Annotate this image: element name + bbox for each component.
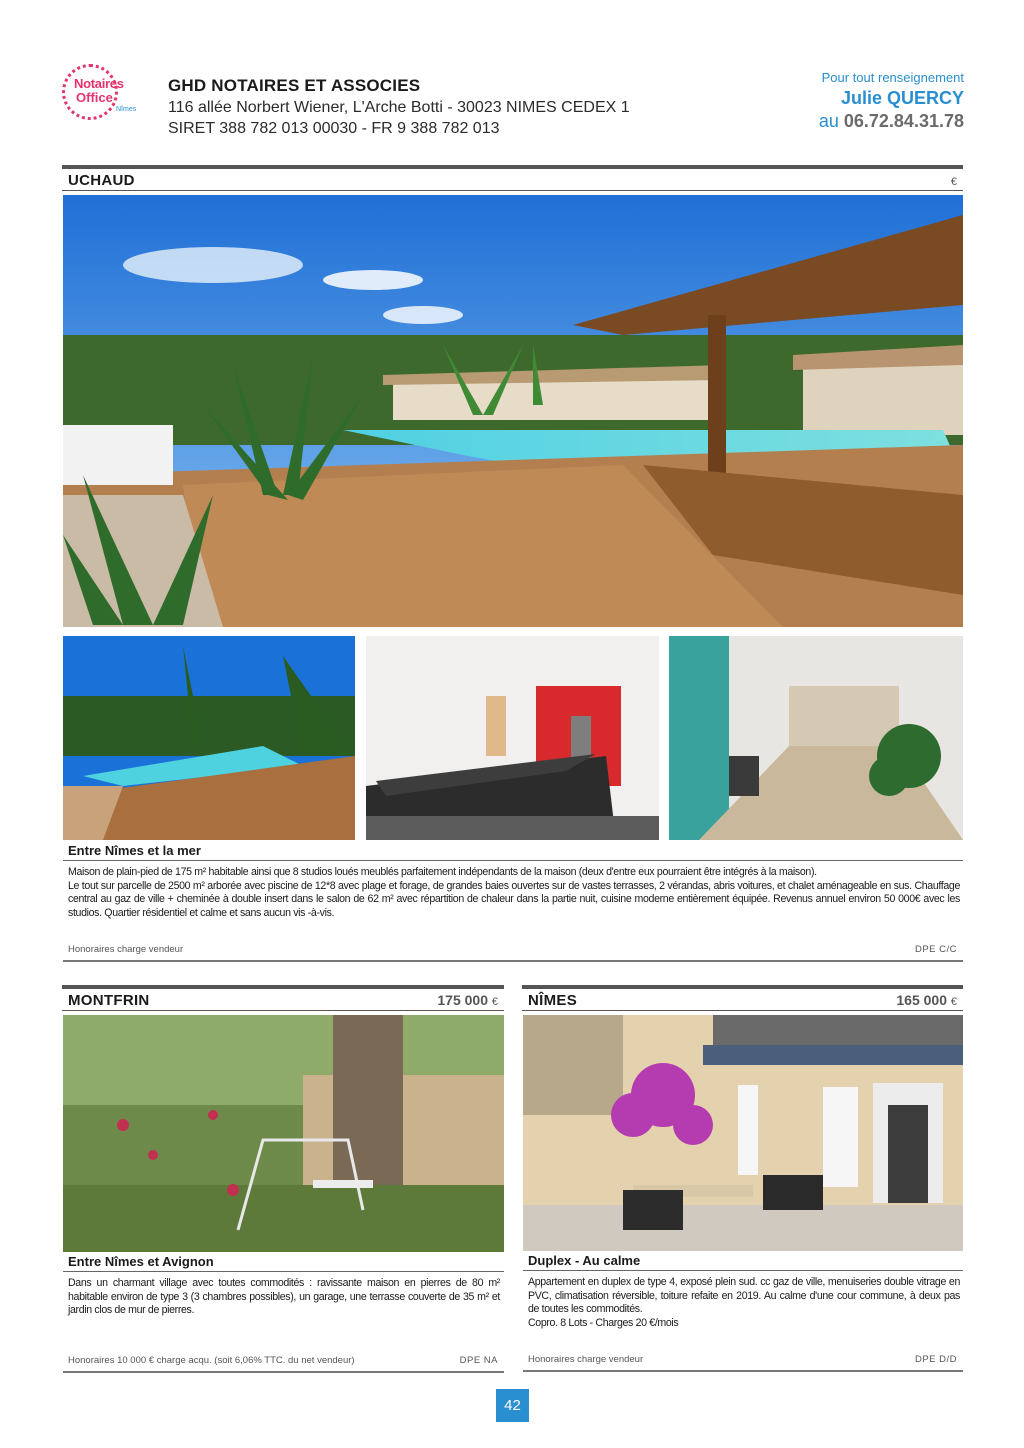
agency-block	[168, 76, 630, 138]
description-paragraph: Appartement en duplex de type 4, exposé plein sud. cc gaz de ville, menuiseries double vitrage en PVC, climatisation réversible, toiture refaite en 2019. Au calme d'une cour commune, à deux pas de toutes les commodités.	[528, 1276, 960, 1315]
listing-nimes-header	[522, 985, 963, 1011]
uchaud-photo-pool-deck	[63, 636, 355, 840]
notaires-office-logo	[62, 64, 142, 120]
listing-footer	[63, 944, 963, 962]
contact-prefix: au	[818, 111, 839, 131]
uchaud-photo-kitchen	[366, 636, 659, 840]
listing-footer	[63, 1355, 504, 1373]
uchaud-photo-living-room	[669, 636, 963, 840]
contact-name: Julie QUERCY	[840, 88, 964, 108]
listing-fees: Honoraires 10 000 € charge acqu. (soit 6,06% TTC. du net vendeur)	[68, 1355, 355, 1366]
listing-subtitle: Entre Nîmes et la mer	[63, 843, 963, 861]
nimes-photo-courtyard	[523, 1015, 963, 1251]
contact-phone: 06.72.84.31.78	[843, 111, 964, 131]
listing-city: MONTFRIN	[68, 992, 150, 1009]
listing-price	[896, 992, 957, 1008]
listing-dpe: DPE C/C	[914, 944, 957, 955]
montfrin-photo-garden	[63, 1015, 504, 1252]
contact-phone-line	[819, 111, 964, 132]
price-value: 165 000	[896, 992, 947, 1008]
listing-price	[437, 992, 498, 1008]
description-paragraph: Copro. 8 Lots - Charges 20 €/mois	[528, 1316, 679, 1329]
description-paragraph: Le tout sur parcelle de 2500 m² arborée avec piscine de 12*8 avec plage et forage, de grandes baies ouvertes sur de vastes terrasses, 2 vérandas, abris voitures, et chalet aménageable en sus. Chauffage central au gaz de ville + cheminée à double insert dans le salon de 62 m² avec répartition de chaleur dans la partie nuit, cuisine moderne entièrement équipée. Revenus annuel environ 50 000€ avec les studios. Quartier résidentiel et calme et sans aucun vis -à-vis.	[68, 879, 960, 919]
description-paragraph: Maison de plain-pied de 175 m² habitable ainsi que 8 studios loués meublés parfaitement indépendants de la maison (deux d'entre eux pourraient être intégrés à la maison).	[68, 866, 817, 878]
listing-fees: Honoraires charge vendeur	[68, 944, 184, 955]
listing-description	[68, 866, 960, 920]
logo-line-1: Notaires	[74, 76, 124, 91]
page-number: 42	[496, 1389, 529, 1422]
listing-dpe: DPE D/D	[914, 1354, 957, 1365]
price-currency: €	[491, 996, 498, 1008]
contact-label: Pour tout renseignement	[821, 70, 964, 85]
logo-line-2: Office	[76, 90, 113, 105]
listing-footer	[523, 1354, 963, 1372]
listing-uchaud-header	[62, 165, 963, 191]
agency-address: 116 allée Norbert Wiener, L'Arche Botti - 30023 NIMES CEDEX 1	[168, 99, 630, 116]
price-currency: €	[950, 176, 957, 188]
listing-montfrin-header	[62, 985, 504, 1011]
agency-name: GHD NOTAIRES ET ASSOCIES	[168, 76, 421, 95]
agency-siret: SIRET 388 782 013 00030 - FR 9 388 782 013	[168, 120, 500, 137]
listing-city: UCHAUD	[68, 172, 135, 189]
listing-price	[951, 172, 957, 188]
listing-description	[68, 1277, 500, 1318]
contact-block	[819, 70, 964, 132]
listing-dpe: DPE NA	[459, 1355, 498, 1366]
listing-description	[528, 1276, 960, 1330]
price-currency: €	[950, 996, 957, 1008]
uchaud-main-photo-pool-terrace	[63, 195, 963, 627]
price-value: 175 000	[437, 992, 488, 1008]
description-paragraph: Dans un charmant village avec toutes commodités : ravissante maison en pierres de 80 m² habitable environ de type 3 (3 chambres possibles), un garage, une terrasse couverte de 35 m² et jardin clos de mur de pierres.	[68, 1277, 500, 1316]
listing-subtitle: Duplex - Au calme	[523, 1253, 963, 1271]
listing-city: NÎMES	[528, 992, 578, 1009]
listing-fees: Honoraires charge vendeur	[528, 1354, 644, 1365]
logo-line-3: Nîmes	[116, 106, 137, 113]
listing-subtitle: Entre Nîmes et Avignon	[63, 1254, 504, 1272]
